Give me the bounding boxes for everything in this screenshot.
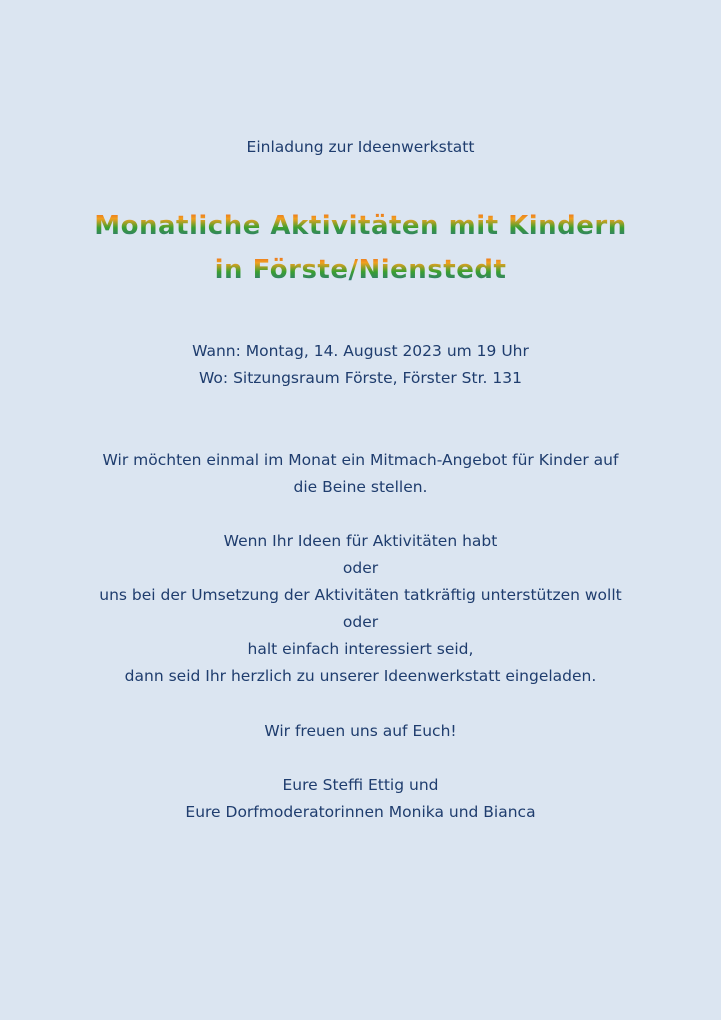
para2-line: halt einfach interessiert seid, <box>247 640 474 658</box>
closing-line: Wir freuen uns auf Euch! <box>264 722 457 740</box>
where-line: Wo: Sitzungsraum Förste, Förster Str. 131 <box>199 369 522 387</box>
title-line-1: Monatliche Aktivitäten mit Kindern <box>0 208 721 244</box>
intro-line: Einladung zur Ideenwerkstatt <box>246 138 475 156</box>
para2-line: oder <box>342 559 379 577</box>
para2-line: oder <box>342 613 379 631</box>
signature-line: Eure Steffi Ettig und <box>282 776 439 794</box>
when-line: Wann: Montag, 14. August 2023 um 19 Uhr <box>192 342 529 360</box>
para2-line: uns bei der Umsetzung der Aktivitäten tatkräftig unterstützen wollt <box>99 586 622 604</box>
para2-line: Wenn Ihr Ideen für Aktivitäten habt <box>223 532 498 550</box>
para1-line: Wir möchten einmal im Monat ein Mitmach-Angebot für Kinder auf <box>102 451 619 469</box>
title-line-2: in Förste/Nienstedt <box>0 252 721 288</box>
signature-line: Eure Dorfmoderatorinnen Monika und Bianca <box>185 803 536 821</box>
para1-line: die Beine stellen. <box>293 478 428 496</box>
para2-line: dann seid Ihr herzlich zu unserer Ideenwerkstatt eingeladen. <box>124 667 597 685</box>
